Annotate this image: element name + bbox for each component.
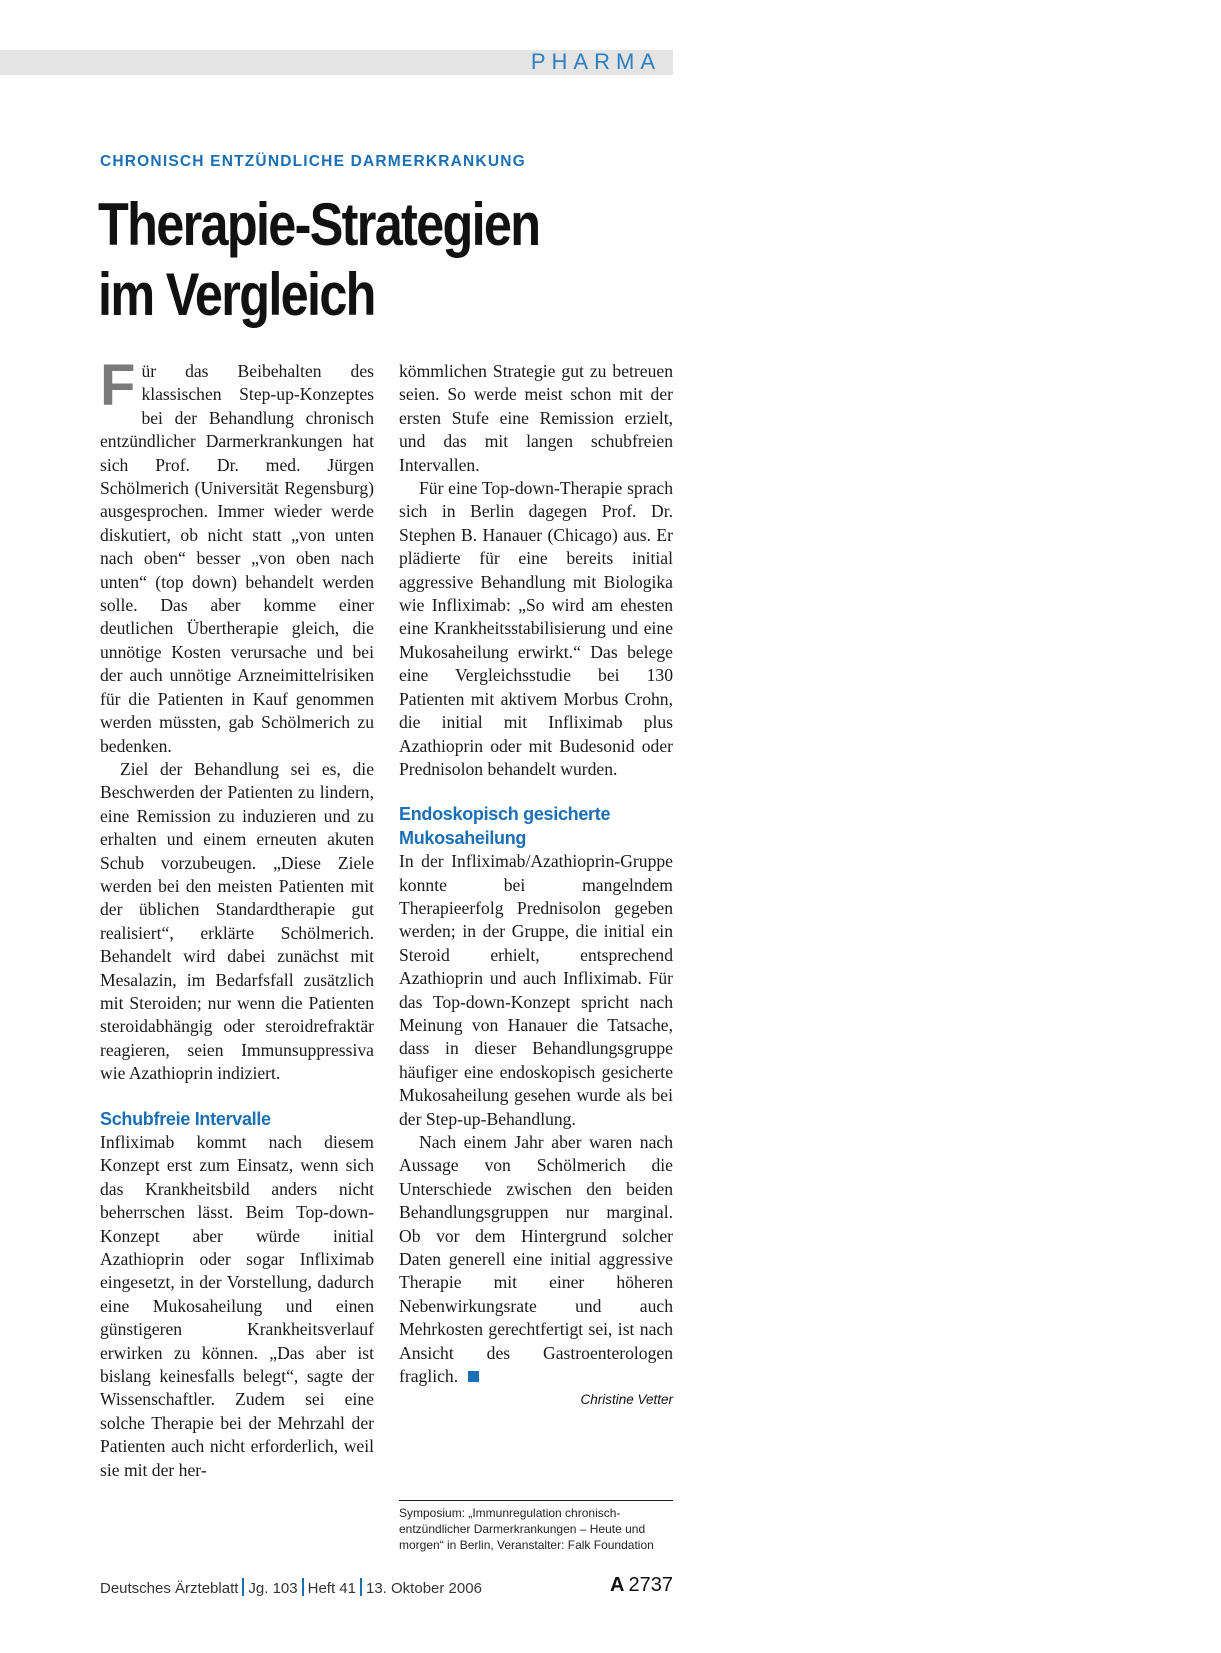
section-header-bar [0, 50, 673, 75]
paragraph: Für eine Top-down-Therapie sprach sich in Berlin dagegen Prof. Dr. Stephen B. Hanauer (Chicago) aus. Er plädierte für eine bereits initial aggressive Behandlung mit Biologika wie Infliximab: „So wird am ehesten eine Krankheitsstabilisierung und eine Mukosaheilung erwirkt.“ Das belege eine Vergleichsstudie bei 130 Patienten mit aktivem Morbus Crohn, die initial mit Infliximab plus Azathioprin oder mit Budesonid oder Prednisolon behandelt wurden. [399, 478, 673, 779]
paragraph-text: Nach einem Jahr aber waren nach Aussage von Schölmerich die Unterschiede zwischen den beiden Behandlungsgruppen nur marginal. Ob vor dem Hintergrund solcher Daten generell eine initial aggressive Therapie mit einer höheren Nebenwirkungsrate und auch Mehrkosten gerechtfertigt sei, ist nach Ansicht des Gastroenterologen fraglich. [399, 1132, 673, 1387]
issue: Heft 41 [307, 1580, 356, 1597]
author-credit: Christine Vetter [580, 1392, 673, 1408]
page-footer [100, 1574, 673, 1599]
journal-name: Deutsches Ärzteblatt [100, 1580, 239, 1597]
paragraph-text: ür das Beibehalten des klassischen Step-up-Konzeptes bei der Behandlung chronisch entzündlicher Darmerkrankungen hat sich Prof. Dr. med. Jürgen Schölmerich (Universität Regensburg) ausgesprochen. Immer wieder werde diskutiert, ob nicht statt „von unten nach oben“ besser „von oben nach unten“ (top down) behandelt werden solle. Das aber komme einer deutlichen Übertherapie gleich, die unnötige Kosten verursache und bei der auch unnötige Arzneimittelrisiken für die Patienten in Kauf genommen werden müssten, gab Schölmerich zu bedenken. [100, 361, 374, 756]
headline-line-1: Therapie-Strategien [98, 191, 540, 258]
subheading: Schubfreie Intervalle [100, 1108, 271, 1129]
section-label: PHARMA [530, 49, 661, 74]
separator [302, 1578, 304, 1596]
volume: Jg. 103 [248, 1580, 298, 1597]
drop-cap: F [100, 353, 136, 418]
paragraph: Ziel der Behandlung sei es, die Beschwerden der Patienten zu lindern, eine Remission zu induzieren und zu erhalten und einem erneuten akuten Schub vorzubeugen. „Diese Ziele werden bei den meisten Patienten mit der üblichen Standardtherapie gut realisiert“, erklärte Schölmerich. Behandelt wird dabei zunächst mit Mesalazin, im Bedarfsfall zusätzlich mit Steroiden; nur wenn die Patienten steroidabhängig oder steroidrefraktär reagieren, seien Immunsuppressiva wie Azathioprin indiziert. [100, 758, 374, 1084]
headline-line-2: im Vergleich [98, 261, 375, 328]
paragraph: Infliximab kommt nach diesem Konzept erst zum Einsatz, wenn sich das Krankheitsbild anders nicht beherrschen lässt. Beim Top-down-Konzept aber würde initial Azathioprin oder sogar Infliximab eingesetzt, in der Vorstellung, dadurch eine Mukosaheilung und einen günstigeren Krankheitsverlauf erwirken zu können. „Das aber ist bislang keinesfalls belegt“, sagte der Wissenschaftler. Zudem sei eine solche Therapie bei der Mehrzahl der Patienten auch nicht erforderlich, weil sie mit der her- [100, 1132, 374, 1480]
page-number-value: 2737 [628, 1574, 673, 1596]
page-number [610, 1575, 673, 1595]
article-kicker: CHRONISCH ENTZÜNDLICHE DARMERKRANKUNG [100, 153, 526, 170]
footnote: Symposium: „Immunregulation chronisch-entzündlicher Darmerkrankungen – Heute und morgen“ in Berlin, Veranstalter: Falk Foundation [399, 1500, 673, 1553]
article-column-2 [399, 360, 673, 1410]
paragraph: In der Infliximab/Azathioprin-Gruppe konnte bei mangelndem Therapieerfolg Prednisolon gegeben werden; in der Gruppe, die initial ein Steroid erhielt, entsprechend Azathioprin und auch Infliximab. Für das Top-down-Konzept spricht nach Meinung von Hanauer die Tatsache, dass in dieser Behandlungsgruppe häufiger eine endoskopisch gesicherte Mukosaheilung gesehen wurde als bei der Step-up-Behandlung. [399, 851, 673, 1129]
paragraph [100, 353, 374, 758]
article-column-1 [100, 353, 374, 1482]
paragraph: kömmlichen Strategie gut zu betreuen seien. So werde meist schon mit der ersten Stufe eine Remission erzielt, und das mit langen schubfreien Intervallen. [399, 361, 673, 475]
paragraph-last [399, 1131, 673, 1388]
end-mark-icon [468, 1371, 479, 1382]
page-prefix: A [610, 1574, 625, 1596]
issue-date: 13. Oktober 2006 [366, 1580, 482, 1597]
separator [360, 1578, 362, 1596]
article-headline [98, 190, 568, 330]
separator [242, 1578, 244, 1596]
subheading: Endoskopisch gesicherte Mukosaheilung [399, 804, 611, 848]
